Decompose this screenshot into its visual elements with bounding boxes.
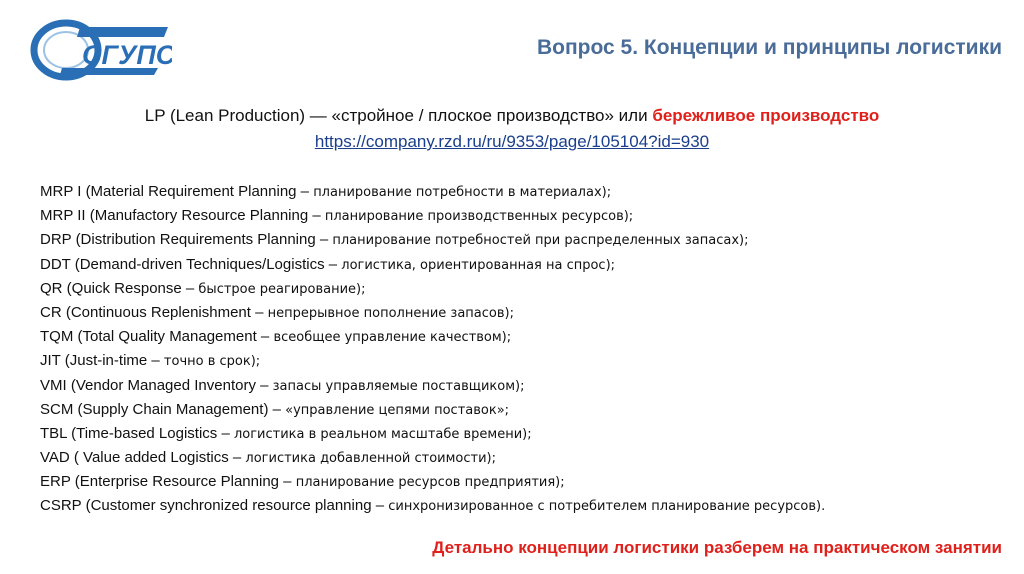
concept-term: DDT (Demand-driven Techniques/Logistics – <box>40 255 342 273</box>
concept-term: TQM (Total Quality Management – <box>40 328 274 346</box>
sgups-emblem-icon <box>22 10 172 90</box>
concept-term: SCM (Supply Chain Management) – <box>40 400 286 418</box>
concept-definition: планирование потребностей при распределенных запасах); <box>332 233 749 249</box>
list-item <box>40 422 825 446</box>
concept-definition: синхронизированное с потребителем планирование ресурсов). <box>388 499 826 515</box>
concept-term: QR (Quick Response – <box>40 279 199 297</box>
concept-term: VMI (Vendor Managed Inventory – <box>40 376 273 394</box>
concept-term: JIT (Just-in-time – <box>40 352 164 370</box>
lean-production-highlight: бережливое производство <box>652 106 880 125</box>
reference-link-line <box>0 132 1024 152</box>
list-item <box>40 180 825 204</box>
page-title: Вопрос 5. Концепции и принципы логистики <box>536 36 1002 59</box>
list-item <box>40 494 825 518</box>
concept-definition: планирование ресурсов предприятия); <box>295 475 565 491</box>
concept-term: DRP (Distribution Requirements Planning – <box>40 231 333 249</box>
logo-text: СГУПС <box>82 40 172 70</box>
concept-term: MRP I (Material Requirement Planning – <box>40 183 314 200</box>
concept-definition: «управление цепями поставок»; <box>285 402 510 418</box>
concept-definition: всеобщее управление качеством); <box>273 330 512 346</box>
concept-term: CSRP (Customer synchronized resource planning – <box>40 497 389 515</box>
list-item <box>40 349 825 373</box>
concept-definition: точно в срок); <box>163 354 261 370</box>
concept-definition: логистика добавленной стоимости); <box>245 451 496 467</box>
concept-definition: быстрое реагирование); <box>198 281 366 297</box>
reference-link[interactable]: https://company.rzd.ru/ru/9353/page/105104?id=930 <box>314 132 710 151</box>
lean-production-text: LP (Lean Production) — «стройное / плоское производство» или <box>144 106 653 125</box>
concepts-list <box>40 180 825 519</box>
sgups-logo <box>22 10 172 90</box>
concept-definition: непрерывное пополнение запасов); <box>267 305 514 321</box>
concept-definition: планирование потребности в материалах); <box>313 185 612 200</box>
list-item <box>40 374 825 398</box>
list-item <box>40 325 825 349</box>
concept-definition: планирование производственных ресурсов); <box>324 209 634 225</box>
concept-term: MRP II (Manufactory Resource Planning – <box>40 207 325 225</box>
list-item <box>40 398 825 422</box>
concept-term: CR (Continuous Replenishment – <box>40 303 268 321</box>
list-item <box>40 470 825 494</box>
footer-note: Детально концепции логистики разберем на практическом занятии <box>432 538 1002 557</box>
list-item <box>40 277 825 301</box>
lean-production-line <box>0 106 1024 126</box>
concept-term: TBL (Time-based Logistics – <box>40 424 234 442</box>
list-item <box>40 301 825 325</box>
concept-definition: запасы управляемые поставщиком); <box>272 378 525 394</box>
list-item <box>40 228 825 252</box>
concept-term: ERP (Enterprise Resource Planning – <box>40 473 296 491</box>
concept-definition: логистика, ориентированная на спрос); <box>341 257 616 273</box>
list-item <box>40 253 825 277</box>
concept-term: VAD ( Value added Logistics – <box>40 449 246 467</box>
concept-definition: логистика в реальном масштабе времени); <box>233 426 532 442</box>
list-item <box>40 446 825 470</box>
list-item <box>40 204 825 228</box>
